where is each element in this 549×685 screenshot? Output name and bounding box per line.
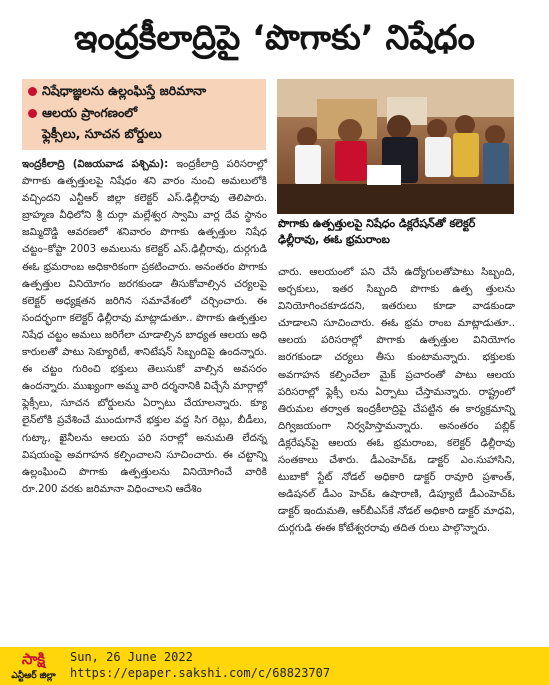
highlight-item [28, 83, 206, 102]
body-text-left: ఇంద్రకీలాద్రి పరిసరాల్లో పొగాకు ఉత్పత్తులపై నిషేధం శని వారం నుంచి అమలులోకి వచ్చిందని ఎన్టీఆర్ జిల్లా కలెక్టర్ ఎస్.ఢిల్లీరావు తెలిపారు. బ్రాహ్మణ వీధిలోని శ్రీ దుర్గా మల్లేశ్వర స్వామి వార్ల దేవ స్థానం జమ్మిదొడ్డి ఆవరణలో శనివారం పొగాకు ఉత్పత్తుల నిషేధ చట్టం–కోప్టా 2003 అమలును కలెక్టర్ ఎస్.ఢిల్లీరావు, దుర్గగుడి ఈఓ భ్రమరాంబ అధికారికంగా ప్రకటించారు. అనంతరం పొగాకు ఉత్పత్తుల వినియోగం జరగకుండా తీసుకోవాల్సిన చర్యలపై కలెక్టర్ అధ్యక్షతన జరిగిన సమావేశంలో చర్చించారు. ఈ సందర్భంగా కలెక్టర్ ఢిల్లీరావు మాట్లాడుతూ.. పొగాకు ఉత్పత్తుల నిషేధ చట్టం అమలు జరిగేలా చూడాల్సిన బాధ్యత ఆలయ అధి కారులతో పాటు సెక్యూరిటీ, శానిటేషన్ సిబ్బందిపై ఉందన్నారు. ఈ చట్టం గురించి భక్తులు తెలుసుకో వాల్సిన అవసరం ఉందన్నారు. ముఖ్యంగా అమ్మ వారి దర్శనానికి విచ్చేసే మార్గాల్లో ఫ్లెక్సీలు, సూచన బోర్డులను ఏర్పాటు చేయాలన్నారు. క్యూ లైన్‌లోకి ప్రవేశించే ముందుగానే భక్తుల వద్ద సిగ రెట్లు, బీడీలు, గుట్కా, ఖైనీలను ఆలయ పరి సరాల్లో అనుమతి లేదన్న విషయంపై అవగాహన కల్పించాలని సూచించారు. ఈ చట్టాన్ని ఉల్లంఘించి పొగాకు ఉత్పత్తులను వినియోగించే వారికి రూ.200 వరకు జరిమానా విధించాలని ఆదేశిం [22, 159, 268, 495]
epaper-link[interactable]: https://epaper.sakshi.com/c/68823707 [70, 666, 331, 680]
highlight-item [28, 105, 137, 124]
highlight-text: నిషేధాజ్ఞలను ఉల్లంఘిస్తే జరిమానా [42, 83, 207, 98]
photo-caption: పొగాకు ఉత్పత్తులపై నిషేధం డిక్లరేషన్‌తో కలెక్టర్ ఢిల్లీరావు, ఈఓ భ్రమరాంబ [278, 217, 476, 246]
article-body-right [278, 264, 515, 538]
bullet-icon [28, 109, 37, 118]
headline: ఇంద్రకీలాద్రిపై ‘పొగాకు’ నిషేధం [74, 18, 475, 58]
edition-label: ఎన్టీఆర్ జిల్లా [11, 671, 56, 681]
highlight-text: ఫ్లెక్సీలు, సూచన బోర్డులు [42, 126, 162, 141]
article-photo [277, 79, 514, 214]
highlights-box [22, 79, 266, 150]
event-photo-illustration [277, 79, 514, 214]
footer-bar [0, 647, 549, 685]
publish-date: Sun, 26 June 2022 [70, 650, 193, 664]
sakshi-logo: సాక్షి [21, 650, 46, 668]
bullet-icon [28, 87, 37, 96]
article-body-left [22, 156, 267, 498]
dateline: ఇంద్రకీలాద్రి (విజయవాడ పశ్చిమ): [22, 159, 169, 170]
body-text-right: చారు. ఆలయంలో పని చేసే ఉద్యోగులతోపాటు సిబ్బంది, అర్చకులు, ఇతర సిబ్బంది పొగాకు ఉత్ప త్తులను వినియోగించకూడదని, ఇతరులు కూడా వాడకుండా చూడాలని సూచించారు. ఈఓ భ్రమ రాంబ మాట్లాడుతూ.. ఆలయ పరిసరాల్లో పొగాకు ఉత్పత్తుల వినియోగం జరగకుండా చర్యలు తీసు కుంటామన్నారు. భక్తులకు అవగాహన కల్పించేలా మైక్ ప్రచారంతో పాటు ఆలయ పరిసరాల్లో ఫ్లెక్సీ లను ఏర్పాటు చేస్తామన్నారు. రాష్ట్రంలో తిరుమల తర్వాత ఇంద్రకీలాద్రిపై చేపట్టిన ఈ కార్యక్రమాన్ని దిగ్విజయంగా నిర్వహిస్తామన్నారు. అనంతరం పబ్లిక్ డిక్లరేషన్‌పై ఆలయ ఈఓ భ్రమరాంబ, కలెక్టర్ ఢిల్లీరావు సంతకాలు చేశారు. డీఎంహెచ్ఓ డాక్టర్ ఎం.సుహాసిని, టుబాకో స్టేట్ నోడల్ అధికారి డాక్టర్ రావూరి ప్రశాంత్, అడిషనల్ డీఎం హెచ్ఓ ఉషారాణి, డిప్యూటీ డీఎంహెచ్ఓ డాక్టర్ ఇందుమతి, ఆర్‌బీఎస్‌కే నోడల్ అధికారి డాక్టర్ మాధవి, దుర్గగుడి ఈఈ కోటేశ్వరరావు తదిత రులు పాల్గొన్నారు. [278, 267, 515, 535]
highlight-item-continued [42, 126, 162, 145]
highlight-text: ఆలయ ప్రాంగణంలో [42, 105, 138, 120]
